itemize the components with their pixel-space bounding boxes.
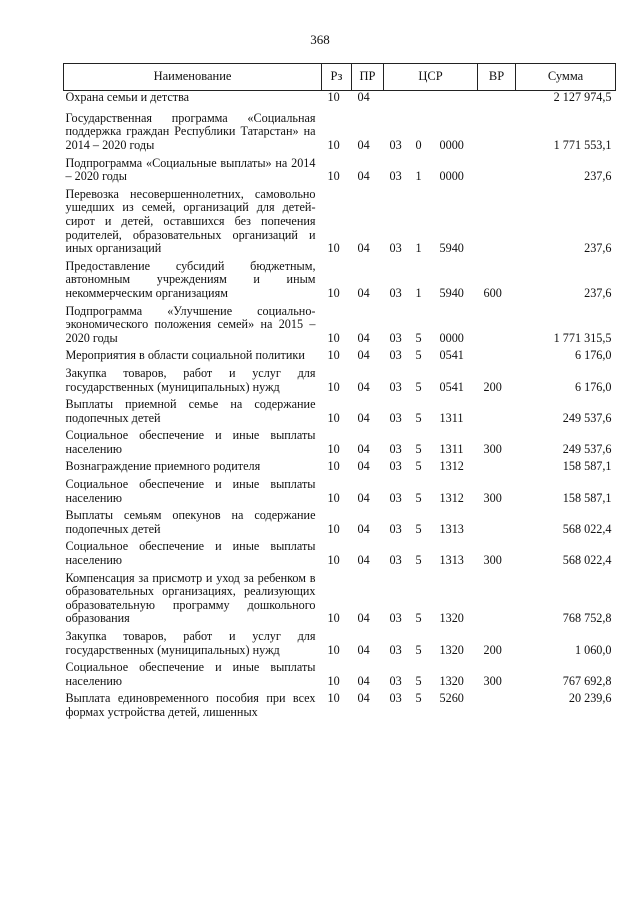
table-header-row [64, 64, 616, 91]
table-row [64, 572, 616, 630]
cell-sum: 6 176,0 [574, 379, 612, 394]
cell-name: Предоставление субсидий бюджетным, автономным учреждениям и иным некоммерческим организациям [65, 258, 316, 300]
header-pr: ПР [352, 64, 384, 91]
cell-vr [478, 349, 516, 367]
cell-rz: 10 [327, 138, 340, 152]
table-row [64, 305, 616, 350]
header-vr: ВР [478, 64, 516, 91]
cell-csr-subprogram: 1 [415, 285, 422, 300]
cell-rz: 10 [327, 410, 340, 425]
table-row [64, 157, 616, 188]
header-name: Наименование [64, 64, 322, 91]
cell-sum: 1 060,0 [574, 642, 612, 657]
cell-pr: 04 [357, 410, 370, 425]
cell-rz: 10 [327, 691, 340, 706]
cell-vr [478, 107, 516, 157]
cell-name: Подпрограмма «Улучшение социально-экономического положения семей» на 2015 – 2020 годы [65, 303, 316, 345]
cell-sum: 568 022,4 [562, 521, 612, 536]
cell-csr-direction: 0541 [439, 379, 464, 394]
cell-csr-program: 03 [389, 348, 402, 363]
cell-rz: 10 [327, 490, 340, 505]
cell-csr-subprogram: 5 [415, 330, 422, 345]
cell-pr: 04 [357, 441, 370, 456]
cell-csr-program: 03 [389, 691, 402, 706]
cell-name: Компенсация за присмотр и уход за ребенком в образовательных организациях, реализующих образовательную программу дошкольного образования [65, 570, 316, 626]
cell-rz: 10 [327, 330, 340, 345]
table-row [64, 630, 616, 661]
cell-csr-direction: 0000 [439, 330, 464, 345]
cell-rz: 10 [327, 642, 340, 657]
cell-csr-program: 03 [389, 553, 402, 568]
cell-csr-subprogram: 5 [415, 379, 422, 394]
table-row [64, 540, 616, 571]
cell-csr-subprogram [412, 91, 434, 107]
cell-csr-program: 03 [389, 379, 402, 394]
cell-vr [478, 305, 516, 350]
cell-csr-subprogram: 5 [415, 611, 422, 626]
cell-csr-subprogram: 5 [415, 459, 422, 474]
cell-vr: 200 [483, 642, 502, 657]
table-row [64, 91, 616, 107]
cell-sum: 568 022,4 [562, 553, 612, 568]
cell-vr: 300 [483, 553, 502, 568]
cell-csr-direction: 1320 [439, 642, 464, 657]
cell-sum: 2 127 974,5 [553, 90, 612, 104]
cell-pr: 04 [357, 90, 370, 104]
cell-rz: 10 [327, 348, 340, 363]
cell-vr [478, 398, 516, 429]
cell-pr: 04 [357, 241, 370, 256]
header-sum: Сумма [516, 64, 616, 91]
budget-table [63, 63, 616, 724]
table-row [64, 460, 616, 478]
table-row [64, 260, 616, 305]
cell-csr-subprogram: 5 [415, 553, 422, 568]
cell-sum: 6 176,0 [574, 348, 612, 363]
cell-csr-program: 03 [389, 490, 402, 505]
cell-csr-subprogram: 5 [415, 348, 422, 363]
cell-sum: 237,6 [584, 169, 612, 184]
cell-csr-subprogram: 0 [415, 138, 422, 152]
cell-vr: 300 [483, 673, 502, 688]
cell-sum: 237,6 [584, 241, 612, 256]
table-row [64, 692, 616, 723]
cell-rz: 10 [327, 285, 340, 300]
cell-sum: 20 239,6 [568, 691, 612, 706]
cell-rz: 10 [327, 611, 340, 626]
table-row [64, 509, 616, 540]
header-rz: Рз [322, 64, 352, 91]
cell-csr-subprogram: 5 [415, 521, 422, 536]
cell-name: Закупка товаров, работ и услуг для государственных (муниципальных) нужд [65, 365, 316, 394]
cell-csr-direction: 0000 [439, 169, 464, 184]
cell-name: Социальное обеспечение и иные выплаты населению [65, 477, 316, 505]
cell-pr: 04 [357, 673, 370, 688]
cell-csr-direction: 1313 [439, 553, 464, 568]
cell-csr-subprogram: 5 [415, 691, 422, 706]
cell-rz: 10 [327, 459, 340, 474]
cell-csr-direction: 5940 [439, 285, 464, 300]
cell-csr-subprogram: 5 [415, 673, 422, 688]
cell-csr-direction: 0000 [439, 138, 464, 152]
cell-csr-direction: 1311 [439, 441, 464, 456]
cell-name: Выплата единовременного пособия при всех формах устройства детей, лишенных [65, 691, 316, 719]
page-number: 368 [310, 32, 330, 47]
cell-csr-subprogram: 5 [415, 490, 422, 505]
cell-sum: 249 537,6 [562, 441, 612, 456]
cell-vr [478, 157, 516, 188]
cell-csr-program: 03 [389, 169, 402, 184]
cell-csr-program: 03 [389, 138, 402, 152]
cell-pr: 04 [357, 285, 370, 300]
cell-pr: 04 [357, 553, 370, 568]
cell-sum: 768 752,8 [562, 611, 612, 626]
cell-csr-direction [434, 91, 478, 107]
cell-pr: 04 [357, 348, 370, 363]
table-row [64, 188, 616, 260]
cell-pr: 04 [357, 642, 370, 657]
cell-vr [478, 692, 516, 723]
cell-pr: 04 [357, 490, 370, 505]
cell-vr [478, 91, 516, 107]
cell-csr-program: 03 [389, 330, 402, 345]
cell-pr: 04 [357, 521, 370, 536]
cell-name: Охрана семьи и детства [65, 90, 190, 104]
cell-csr-direction: 0541 [439, 348, 464, 363]
cell-csr-program: 03 [389, 642, 402, 657]
cell-csr-program: 03 [389, 410, 402, 425]
cell-sum: 1 771 315,5 [553, 330, 612, 345]
header-csr: ЦСР [384, 64, 478, 91]
cell-vr: 300 [483, 441, 502, 456]
cell-csr-program: 03 [389, 611, 402, 626]
cell-csr-direction: 1313 [439, 521, 464, 536]
cell-pr: 04 [357, 330, 370, 345]
cell-name: Социальное обеспечение и иные выплаты населению [65, 660, 316, 688]
cell-csr-direction: 1320 [439, 611, 464, 626]
cell-name: Мероприятия в области социальной политики [65, 348, 305, 363]
cell-csr-program: 03 [389, 285, 402, 300]
cell-rz: 10 [327, 673, 340, 688]
cell-csr-subprogram: 5 [415, 441, 422, 456]
cell-pr: 04 [357, 611, 370, 626]
cell-csr-program: 03 [389, 441, 402, 456]
cell-csr-direction: 1320 [439, 673, 464, 688]
cell-sum: 1 771 553,1 [553, 138, 612, 152]
table-row [64, 349, 616, 367]
cell-vr: 300 [483, 490, 502, 505]
cell-pr: 04 [357, 459, 370, 474]
cell-name: Перевозка несовершеннолетних, самовольно ушедших из семей, организаций для детей-сирот и детей, оставшихся без попечения родителей, образовательных организаций и иных организаций [65, 186, 316, 256]
cell-csr-subprogram: 1 [415, 169, 422, 184]
cell-name: Социальное обеспечение и иные выплаты населению [65, 428, 316, 456]
cell-pr: 04 [357, 138, 370, 152]
cell-vr: 600 [483, 285, 502, 300]
cell-sum: 158 587,1 [562, 490, 612, 505]
table-row [64, 478, 616, 509]
table-row [64, 661, 616, 692]
cell-csr-direction: 5940 [439, 241, 464, 256]
cell-rz: 10 [327, 441, 340, 456]
cell-csr-direction: 5260 [439, 691, 464, 706]
table-row [64, 367, 616, 398]
cell-vr [478, 572, 516, 630]
cell-sum: 237,6 [584, 285, 612, 300]
cell-rz: 10 [327, 169, 340, 184]
cell-csr-direction: 1311 [439, 410, 464, 425]
cell-rz: 10 [327, 379, 340, 394]
cell-csr-program: 03 [389, 241, 402, 256]
cell-rz: 10 [327, 521, 340, 536]
cell-name: Подпрограмма «Социальные выплаты» на 2014 – 2020 годы [65, 155, 316, 184]
cell-vr [478, 509, 516, 540]
table-row [64, 429, 616, 460]
cell-rz: 10 [327, 241, 340, 256]
cell-name: Выплаты семьям опекунов на содержание подопечных детей [65, 508, 316, 536]
cell-pr: 04 [357, 379, 370, 394]
table-body [64, 91, 616, 724]
cell-vr: 200 [483, 379, 502, 394]
cell-csr-subprogram: 5 [415, 642, 422, 657]
table-row [64, 107, 616, 157]
cell-csr-subprogram: 1 [415, 241, 422, 256]
cell-rz: 10 [327, 90, 340, 104]
cell-sum: 158 587,1 [562, 459, 612, 474]
cell-csr-direction: 1312 [439, 490, 464, 505]
cell-name: Закупка товаров, работ и услуг для государственных (муниципальных) нужд [65, 629, 316, 657]
cell-name: Социальное обеспечение и иные выплаты населению [65, 539, 316, 568]
cell-csr-program: 03 [389, 673, 402, 688]
cell-sum: 767 692,8 [562, 673, 612, 688]
cell-sum: 249 537,6 [562, 410, 612, 425]
cell-name: Выплаты приемной семье на содержание подопечных детей [65, 397, 316, 425]
cell-csr-program: 03 [389, 521, 402, 536]
cell-name: Государственная программа «Социальная поддержка граждан Республики Татарстан» на 2014 – 2020 годы [65, 110, 316, 152]
cell-pr: 04 [357, 691, 370, 706]
cell-name: Вознаграждение приемного родителя [65, 459, 261, 474]
cell-csr-program [384, 91, 412, 107]
cell-rz: 10 [327, 553, 340, 568]
cell-csr-program: 03 [389, 459, 402, 474]
cell-pr: 04 [357, 169, 370, 184]
cell-csr-subprogram: 5 [415, 410, 422, 425]
table-row [64, 398, 616, 429]
cell-csr-direction: 1312 [439, 459, 464, 474]
cell-vr [478, 460, 516, 478]
cell-vr [478, 188, 516, 260]
